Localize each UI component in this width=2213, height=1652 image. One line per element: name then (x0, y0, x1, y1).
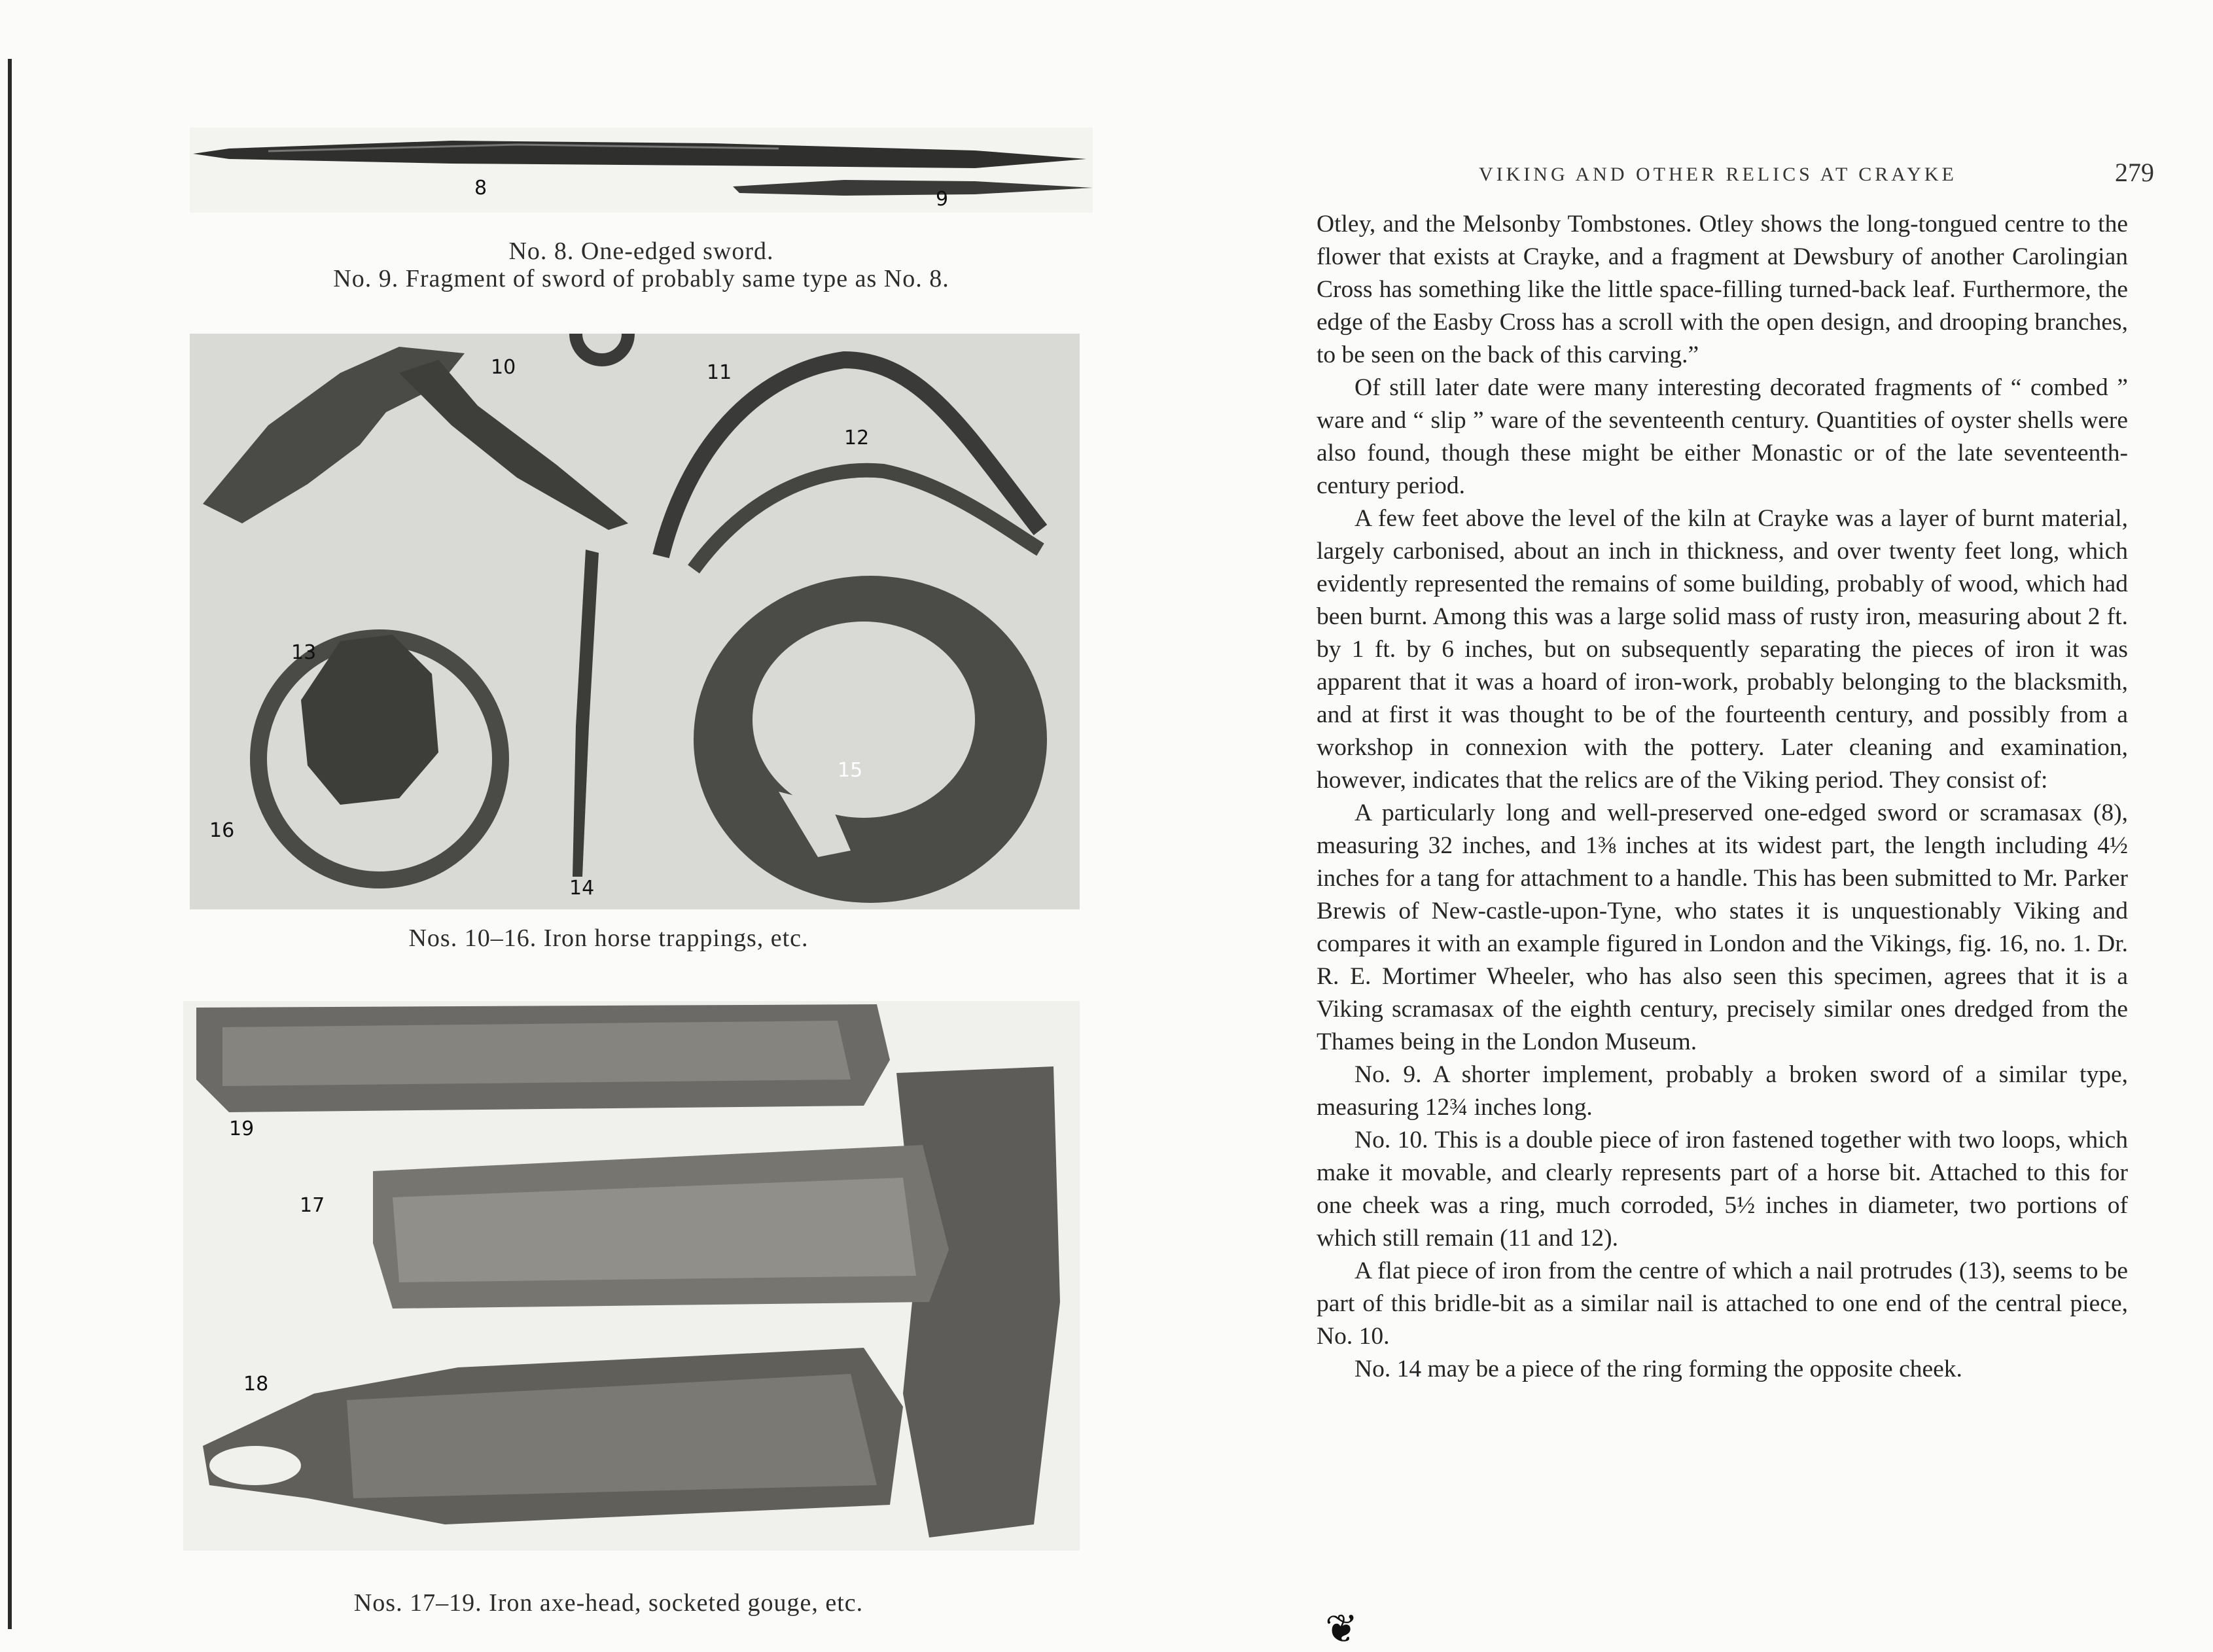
paragraph-8: No. 14 may be a piece of the ring forming the opposite cheek. (1354, 1356, 1962, 1382)
axe-gouge-photo (183, 1001, 1080, 1551)
fig-label-16: 16 (209, 819, 235, 842)
plate-horse-trappings (190, 334, 1080, 909)
caption-horse-trappings: Nos. 10–16. Iron horse trappings, etc. (408, 924, 809, 952)
running-head: VIKING AND OTHER RELICS AT CRAYKE (1479, 164, 1957, 185)
paragraph-5: No. 9. A shorter implement, probably a broken sword of a similar type, measuring 12¾ inches long. (1317, 1061, 2128, 1121)
fig-label-19: 19 (229, 1117, 255, 1140)
body-text (1317, 208, 2128, 1386)
horse-trappings-photo (190, 334, 1080, 909)
fig-label-10: 10 (491, 356, 516, 379)
plate-axe-gouge (183, 1001, 1080, 1551)
paragraph-7: A flat piece of iron from the centre of which a nail protrudes (13), seems to be part of this bridle-bit as a similar nail is attached to one end of the central piece, No. 10. (1317, 1257, 2128, 1350)
ornament-squiggle-icon: ❦ (1325, 1608, 1358, 1651)
fig-label-12: 12 (844, 427, 870, 449)
caption-axe-gouge: Nos. 17–19. Iron axe-head, socketed gouge, etc. (353, 1589, 864, 1617)
fig-label-11: 11 (707, 361, 732, 384)
caption-sword-9: No. 9. Fragment of sword of probably same type as No. 8. (333, 265, 949, 292)
right-page (1112, 0, 2213, 1651)
fig-label-17: 17 (300, 1194, 325, 1217)
paragraph-3: A few feet above the level of the kiln at Crayke was a layer of burnt material, largely carbonised, about an inch in thickness, and over twenty feet long, which evidently represented the remains of some building, probably of wood, which had been burnt. Among this was a large solid mass of rusty iron, measuring about 2 ft. by 1 ft. by 6 inches, but on subsequently separating the pieces of iron it was apparent that it was a hoard of iron-work, probably belonging to the blacksmith, and at first it was thought to be of the fourteenth century, and possibly from a workshop in connexion with the pottery. Later cleaning and examination, however, indicates that the relics are of the Viking period. They consist of: (1317, 505, 2128, 794)
fig-label-9: 9 (936, 188, 949, 211)
fig-label-13: 13 (291, 641, 317, 664)
paragraph-2: Of still later date were many interesting decorated fragments of “ combed ” ware and “ slip ” ware of the seventeenth century. Quantities of oyster shells were also found, though these might be either Monastic or of the late seventeenth-century period. (1317, 374, 2128, 499)
plate-swords (190, 128, 1093, 213)
page-number: 279 (2115, 158, 2154, 187)
fig-label-18: 18 (243, 1373, 269, 1396)
fig-label-15: 15 (838, 759, 863, 782)
caption-sword-8: No. 8. One-edged sword. (508, 237, 774, 265)
fig-label-8: 8 (474, 177, 487, 200)
paragraph-1: Otley, and the Melsonby Tombstones. Otley shows the long-tongued centre to the flower that exists at Crayke, and a fragment at Dewsbury of another Carolingian Cross has something like the little space-filling turned-back leaf. Furthermore, the edge of the Easby Cross has a scroll with the open design, and drooping branches, to be seen on the back of this carving.” (1317, 211, 2128, 368)
paragraph-6: No. 10. This is a double piece of iron fastened together with two loops, which make it movable, and clearly represents part of a horse bit. Attached to this for one cheek was a ring, much corroded, 5½ inches in diameter, two portions of which still remain (11 and 12). (1317, 1127, 2128, 1252)
paragraph-4: A particularly long and well-preserved one-edged sword or scramasax (8), measuring 32 inches, and 1⅜ inches at its widest part, the length including 4½ inches for a tang for attachment to a handle. This has been submitted to Mr. Parker Brewis of New-castle-upon-Tyne, who states it is unquestionably Viking and compares it with an example figured in London and the Vikings, fig. 16, no. 1. Dr. R. E. Mortimer Wheeler, who has also seen this specimen, agrees that it is a Viking scramasax of the eighth century, precisely similar ones dredged from the Thames being in the London Museum. (1317, 800, 2128, 1055)
fig-label-14: 14 (569, 877, 595, 900)
swords-photo (190, 128, 1093, 213)
